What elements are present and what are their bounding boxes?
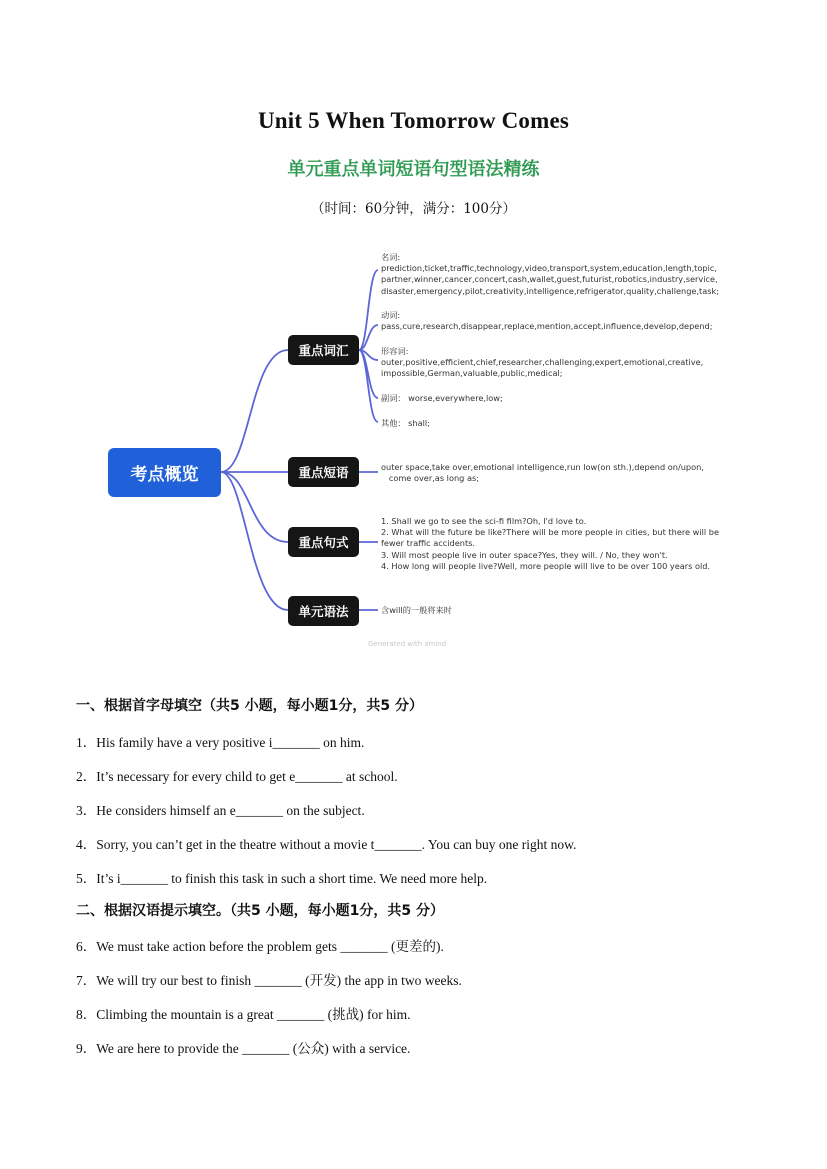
question-5: 5．It’s i_______ to finish this task in such a short time. We need more help. — [76, 871, 488, 886]
question-6: 6．We must take action before the problem gets _______ (更差的). — [76, 939, 444, 954]
time-info: （时间：60分钟，满分：100分） — [311, 201, 516, 217]
page-subtitle: 单元重点单词短语句型语法精练 — [287, 159, 540, 180]
vocab-others: 其他： shall; — [381, 418, 430, 428]
section-1-heading: 一、根据首字母填空（共5 小题，每小题1分，共5 分） — [76, 698, 423, 714]
branch-sentences: 重点句式 — [288, 527, 359, 557]
question-1: 1．His family have a very positive i_______ on him. — [76, 735, 365, 750]
question-8: 8．Climbing the mountain is a great _______ (挑战) for him. — [76, 1007, 411, 1022]
mindmap-root: 考点概览 — [108, 448, 221, 497]
question-7: 7．We will try our best to finish _______ (开发) the app in two weeks. — [76, 973, 462, 988]
vocab-adjectives: 形容词: outer,positive,efficient,chief,researcher,challenging,expert,emotional,creative, impossible,German,valuable,public,medical; — [381, 346, 704, 379]
question-2: 2．It’s necessary for every child to get e_______ at school. — [76, 769, 398, 784]
vocab-adverbs: 副词： worse,everywhere,low; — [381, 393, 503, 403]
sentences-leaf: 1. Shall we go to see the sci-fi film?Oh, I'd love to. 2. What will the future be like?There will be more people in cities, but there will be fewer traffic accidents. 3. Will most people live in outer space?Yes, they will. / No, they won't. 4. How long will people live?Well, more people will live to be over 100 years old. — [381, 516, 720, 571]
page-title: Unit 5 When Tomorrow Comes — [257, 108, 570, 133]
grammar-leaf: 含will的一般将来时 — [381, 605, 452, 615]
vocab-nouns: 名词: prediction,ticket,traffic,technology,video,transport,system,education,length,topic, partner,winner,cancer,concert,cash,wallet,guest,futurist,robotics,industry,service, disaster,emergency,pilot,creativity,intelligence,refrigerator,quality,challenge,task; — [381, 252, 720, 296]
question-3: 3．He considers himself an e_______ on the subject. — [76, 803, 365, 818]
xmind-watermark: Generated with xmind — [368, 640, 447, 648]
mind-map — [100, 240, 740, 660]
branch-vocabulary: 重点词汇 — [288, 335, 359, 365]
phrases-leaf: outer space,take over,emotional intelligence,run low(on sth.),depend on/upon, come over,as long as; — [381, 462, 704, 484]
question-9: 9．We are here to provide the _______ (公众) with a service. — [76, 1041, 411, 1056]
section-2-heading: 二、根据汉语提示填空。（共5 小题，每小题1分，共5 分） — [76, 903, 444, 919]
question-4: 4．Sorry, you can’t get in the theatre without a movie t_______. You can buy one right now. — [76, 837, 577, 852]
branch-phrases: 重点短语 — [288, 457, 359, 487]
branch-grammar: 单元语法 — [288, 596, 359, 626]
vocab-verbs: 动词: pass,cure,research,disappear,replace,mention,accept,influence,develop,depend; — [381, 310, 713, 332]
